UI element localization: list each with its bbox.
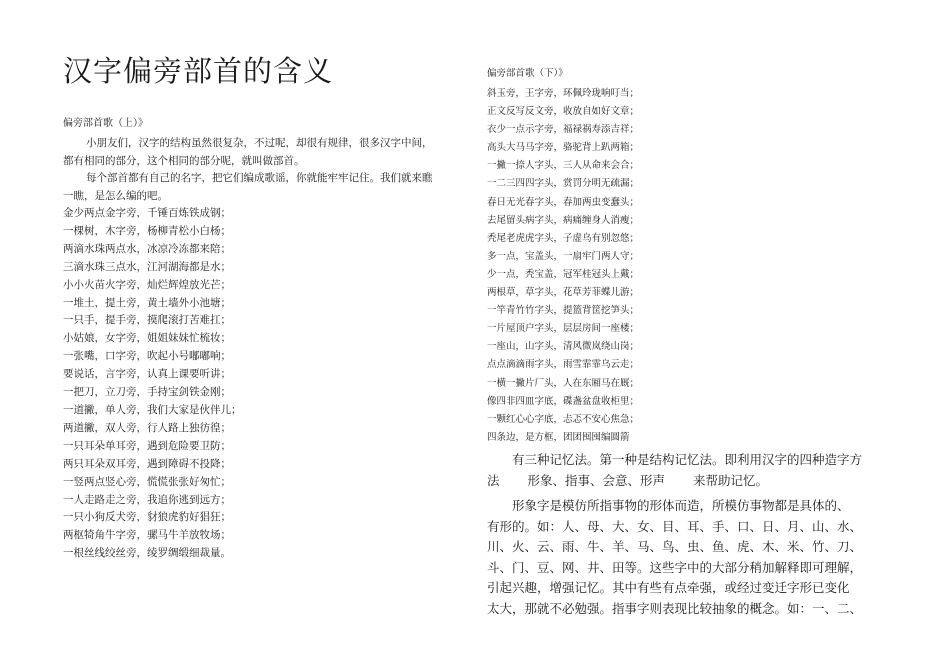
paragraph-line: 法 形象、指事、会意、形声 来帮助记忆。 (487, 472, 769, 488)
verse-line: 点点滴滴雨字头，雨雪霏霏乌云走； (487, 359, 640, 371)
paragraph-line: 每个部首都有自己的名字，把它们编成歌谣，你就能牢牢记住。我们就来瞧 (86, 172, 433, 184)
verse-line: 一把刀，立刀旁，手持宝剑铁金刚； (63, 386, 231, 399)
verse-line: 高头大马马字旁，骆驼背上趴两箱； (487, 142, 640, 154)
verse-line: 一堆土，提土旁，黄土墙外小池塘； (63, 296, 231, 309)
verse-line: 一横一撇片厂头，人在东厢马在厩； (487, 377, 640, 389)
memory-method-paragraph (487, 450, 897, 491)
verse-line: 一人走路走之旁，我追你逃到远方； (63, 493, 231, 506)
section-heading-lower: 偏旁部首歌（下）》 (487, 68, 568, 79)
verse-line: 一颗红心心字底，忐忑不安心焦急； (487, 413, 640, 425)
verse-line: 一根丝线绞丝旁，绫罗绸缎细裁量。 (63, 547, 231, 560)
verse-line: 一只手，提手旁，摸爬滚打苦难扛； (63, 314, 231, 327)
paragraph-line: 都有相同的部分，这个相同的部分呢，就叫做部首。 (63, 154, 305, 167)
verse-line: 小姑娘，女字旁，姐姐妹妹忙梳妆； (63, 332, 231, 345)
intro-paragraph (63, 135, 461, 170)
paragraph-line: 川、火、云、雨、牛、羊、马、鸟、虫、鱼、虎、木、米、竹、刀、 (487, 539, 863, 554)
paragraph-line: 形象字是模仿所指事物的形体而造，所模仿事物都是具体的、 (512, 498, 850, 513)
verse-line: 三滴水珠三点水，江河湖海都是水； (63, 260, 231, 273)
verse-line: 一竿青竹竹字头，提篮背筐挖笋头； (487, 305, 640, 317)
verse-line: 两枢犄角牛字旁，骡马牛羊放牧场； (63, 529, 231, 542)
verse-line: 像四非四皿字底，碟盏盆盘收柜里； (487, 395, 640, 407)
verse-list-upper (63, 205, 242, 563)
paragraph-line: 有形的。如：人、母、大、女、目、耳、手、口、日、月、山、水、 (487, 518, 863, 534)
verse-line: 一棵树，木字旁，杨柳青松小白杨； (63, 224, 231, 237)
paragraph-line: 有三种记忆法。第一种是结构记忆法。即利用汉字的四种造字方 (512, 452, 863, 467)
verse-line: 两道撇，双人旁，行人路上独彷徨； (63, 421, 231, 434)
paragraph-line: 斗、门、豆、网、井、田等。这些字中的大部分稍加解释即可理解， (487, 559, 863, 575)
paragraph-line: 太大，那就不必勉强。指事字则表现比较抽象的概念。如：一、二、 (487, 600, 863, 616)
page-title: 汉字偏旁部首的含义 (63, 54, 334, 88)
paragraph-line: 一瞧，是怎么编的吧。 (63, 189, 168, 202)
verse-line: 斜玉旁，王字旁，环佩玲珑响叮当； (487, 88, 640, 99)
verse-line: 去尾留头病字头，病痛缠身人消瘦； (487, 214, 640, 226)
verse-line: 一竖两点竖心旁，慌慌张张好匆忙； (63, 475, 231, 488)
verse-line: 一只小狗反犬旁，豺狼虎豹好猖狂； (63, 511, 231, 524)
pictograph-paragraph (487, 496, 897, 619)
second-paragraph (63, 170, 461, 205)
verse-line: 多一点，宝盖头，一扇牢门两人守； (487, 250, 640, 262)
verse-line: 两滴水珠两点水，冰凉冷冻都来陪； (63, 242, 231, 255)
verse-line: 要说话，言字旁，认真上课要听讲； (63, 368, 231, 381)
verse-line: 一张嘴，口字旁，吹起小号嘟嘟响； (63, 350, 231, 363)
verse-line: 一只耳朵单耳旁，遇到危险要卫防； (63, 439, 231, 452)
verse-line: 一道撇，单人旁，我们大家是伙伴儿； (63, 403, 242, 416)
paragraph-line: 引起兴趣，增强记忆。其中有些有点牵强，或经过变迁字形已变化 (487, 580, 850, 595)
verse-line: 两根草，草字头，花草芳菲蝶儿游； (487, 287, 640, 299)
verse-line: 金少两点金字旁，千锤百炼铁成钢； (63, 207, 231, 219)
verse-line: 一二三四四字头，赏罚分明无疏漏； (487, 178, 640, 190)
verse-line: 一撇一捺人字头，三人从命来会合； (487, 160, 640, 172)
paragraph-line: 小朋友们，汉字的结构虽然很复杂，不过呢，却很有规律，很多汉字中间， (86, 137, 433, 149)
verse-line: 一片屋顶户字头，层层房间一座楼； (487, 323, 640, 335)
section-heading-upper: 偏旁部首歌（上）》 (63, 118, 148, 129)
verse-line: 两只耳朵双耳旁，遇到障碍不投降； (63, 457, 231, 470)
verse-line: 春日无光春字头，春加两虫变蠢头； (487, 196, 640, 208)
verse-list-lower (487, 85, 639, 447)
verse-line: 一座山，山字头，清风微岚绕山岗； (487, 341, 640, 353)
verse-line: 衣少一点示字旁，福禄祸寿添吉祥； (487, 124, 640, 136)
verse-line: 少一点，秃宝盖，冠军桂冠头上戴； (487, 268, 640, 280)
verse-line: 小小火苗火字旁，灿烂辉煌放光芒； (63, 278, 231, 291)
verse-line: 正文反写反文旁，收放自如好文章； (487, 106, 640, 118)
verse-line: 秃尾老虎虎字头，子虚乌有别忽悠； (487, 232, 640, 244)
verse-line: 四条边，是方框，团团囤囤编圆箭 (487, 431, 630, 443)
